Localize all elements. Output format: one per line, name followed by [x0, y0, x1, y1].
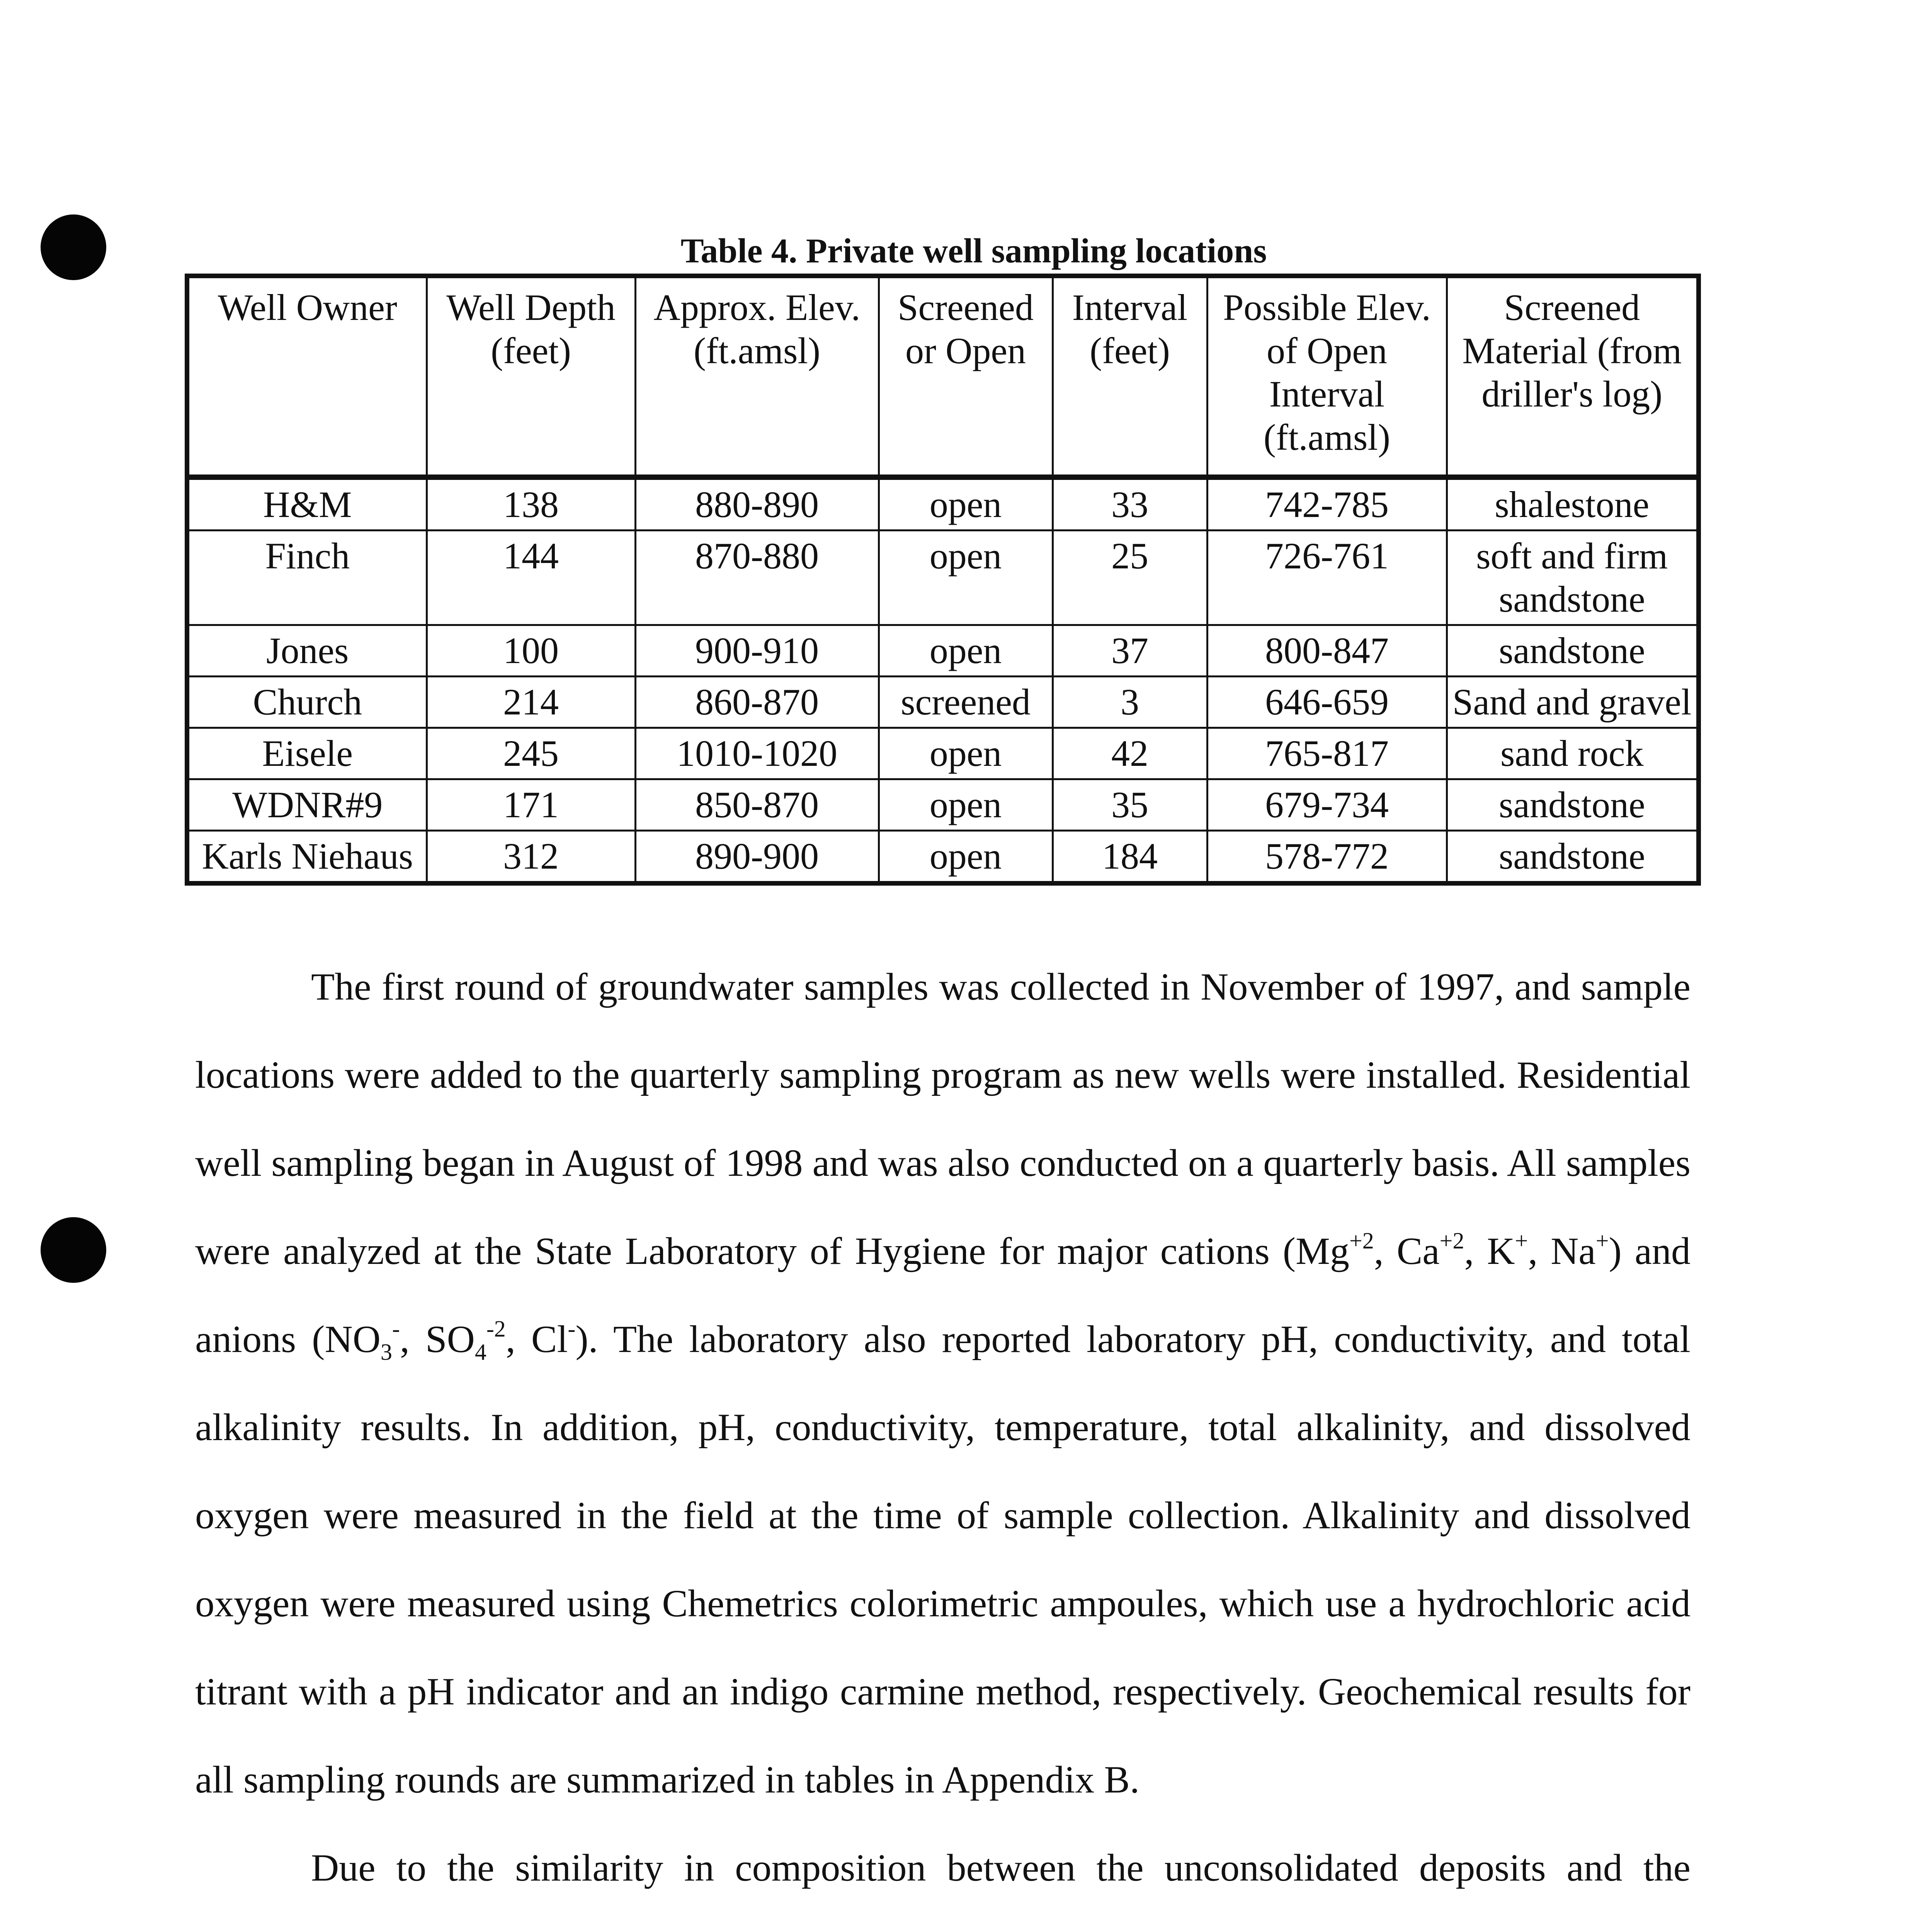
cell-well-depth: 245 — [427, 728, 635, 779]
punch-hole-middle — [41, 1217, 106, 1283]
cell-well-depth: 100 — [427, 625, 635, 677]
cell-possible-elev: 800-847 — [1207, 625, 1447, 677]
cell-approx-elev: 890-900 — [635, 831, 879, 884]
cell-approx-elev: 850-870 — [635, 779, 879, 831]
cell-well-owner: Jones — [187, 625, 427, 677]
text-run: , K — [1464, 1230, 1515, 1272]
header-well-owner: Well Owner — [187, 276, 427, 477]
cell-screened-material: shalestone — [1447, 477, 1699, 531]
cell-screened-or-open: open — [879, 831, 1053, 884]
superscript-charge: - — [392, 1316, 400, 1342]
cell-possible-elev: 646-659 — [1207, 677, 1447, 728]
table-row — [187, 728, 1699, 779]
paragraph-sampling — [195, 943, 1690, 1824]
header-screened-material: Screened Material (from driller's log) — [1447, 276, 1699, 477]
cell-interval: 3 — [1053, 677, 1207, 728]
cell-approx-elev: 900-910 — [635, 625, 879, 677]
text-run: , Ca — [1374, 1230, 1440, 1272]
subscript: 4 — [474, 1339, 486, 1365]
superscript-charge: +2 — [1349, 1228, 1374, 1253]
superscript-charge: + — [1595, 1228, 1609, 1253]
cell-screened-or-open: open — [879, 728, 1053, 779]
well-sampling-table — [185, 274, 1701, 886]
header-interval: Interval (feet) — [1053, 276, 1207, 477]
cell-screened-material: Sand and gravel — [1447, 677, 1699, 728]
header-screened-or-open: Screened or Open — [879, 276, 1053, 477]
header-well-depth: Well Depth (feet) — [427, 276, 635, 477]
table-row — [187, 677, 1699, 728]
table-header-row — [187, 276, 1699, 477]
text-run: , Na — [1528, 1230, 1596, 1272]
text-run: , SO — [400, 1318, 475, 1361]
superscript-charge: -2 — [486, 1316, 506, 1342]
cell-possible-elev: 679-734 — [1207, 779, 1447, 831]
body-text — [195, 943, 1690, 1932]
text-run: ). The laboratory also reported laboratory pH, conductivity, and total alkalinity results. In addition, pH, conductivity, temperature, total alkalinity, and dissolved oxygen were measured in the field at the time of sample collection. Alkalinity and dissolved oxygen were measured using Chemetrics colorimetric ampoules, which use a hydrochloric acid titrant with a pH indicator and an indigo carmine method, respectively. Geochemical results for all sampling rounds are summarized in tables in Appendix B. — [195, 1318, 1690, 1801]
cell-well-owner: Church — [187, 677, 427, 728]
cell-screened-material: sandstone — [1447, 831, 1699, 884]
cell-possible-elev: 578-772 — [1207, 831, 1447, 884]
punch-hole-top — [41, 214, 106, 280]
table-row — [187, 831, 1699, 884]
cell-approx-elev: 880-890 — [635, 477, 879, 531]
table-row — [187, 625, 1699, 677]
cell-screened-or-open: open — [879, 625, 1053, 677]
cell-screened-material: sand rock — [1447, 728, 1699, 779]
cell-possible-elev: 742-785 — [1207, 477, 1447, 531]
cell-possible-elev: 726-761 — [1207, 531, 1447, 625]
cell-well-depth: 138 — [427, 477, 635, 531]
table-row — [187, 779, 1699, 831]
header-approx-elev: Approx. Elev. (ft.amsl) — [635, 276, 879, 477]
cell-screened-or-open: open — [879, 779, 1053, 831]
text-run: The first round of groundwater samples was collected in November of 1997, and sample locations were added to the quarterly sampling program as new wells were installed. Residential well sampling began in August of 1998 and was also conducted on a quarterly basis. All samples were analyzed at the State Laboratory of Hygiene for major cations (Mg — [195, 965, 1690, 1272]
table-title: Table 4. Private well sampling locations — [680, 232, 1267, 270]
cell-approx-elev: 860-870 — [635, 677, 879, 728]
cell-approx-elev: 1010-1020 — [635, 728, 879, 779]
subscript: 3 — [380, 1339, 392, 1365]
superscript-charge: - — [568, 1316, 576, 1342]
superscript-charge: + — [1515, 1228, 1528, 1253]
cell-screened-material: sandstone — [1447, 779, 1699, 831]
cell-well-owner: Karls Niehaus — [187, 831, 427, 884]
cell-screened-material: sandstone — [1447, 625, 1699, 677]
table-row — [187, 477, 1699, 531]
cell-well-depth: 214 — [427, 677, 635, 728]
cell-well-owner: Finch — [187, 531, 427, 625]
cell-screened-material: soft and firm sandstone — [1447, 531, 1699, 625]
cell-possible-elev: 765-817 — [1207, 728, 1447, 779]
text-run: , Cl — [505, 1318, 568, 1361]
cell-interval: 184 — [1053, 831, 1207, 884]
cell-well-owner: WDNR#9 — [187, 779, 427, 831]
cell-well-owner: Eisele — [187, 728, 427, 779]
paragraph-water-type: Due to the similarity in composition between the unconsolidated deposits and the — [311, 1846, 1690, 1889]
cell-approx-elev: 870-880 — [635, 531, 879, 625]
cell-interval: 35 — [1053, 779, 1207, 831]
cell-screened-or-open: screened — [879, 677, 1053, 728]
header-possible-elev: Possible Elev. of Open Interval (ft.amsl) — [1207, 276, 1447, 477]
superscript-charge: +2 — [1439, 1228, 1464, 1253]
table-row — [187, 531, 1699, 625]
cell-screened-or-open: open — [879, 531, 1053, 625]
cell-well-depth: 312 — [427, 831, 635, 884]
cell-interval: 33 — [1053, 477, 1207, 531]
cell-well-depth: 144 — [427, 531, 635, 625]
cell-screened-or-open: open — [879, 477, 1053, 531]
cell-interval: 42 — [1053, 728, 1207, 779]
cell-interval: 37 — [1053, 625, 1207, 677]
cell-well-depth: 171 — [427, 779, 635, 831]
text-run: ) and anions (NO — [195, 1230, 1690, 1361]
cell-well-owner: H&M — [187, 477, 427, 531]
cell-interval: 25 — [1053, 531, 1207, 625]
